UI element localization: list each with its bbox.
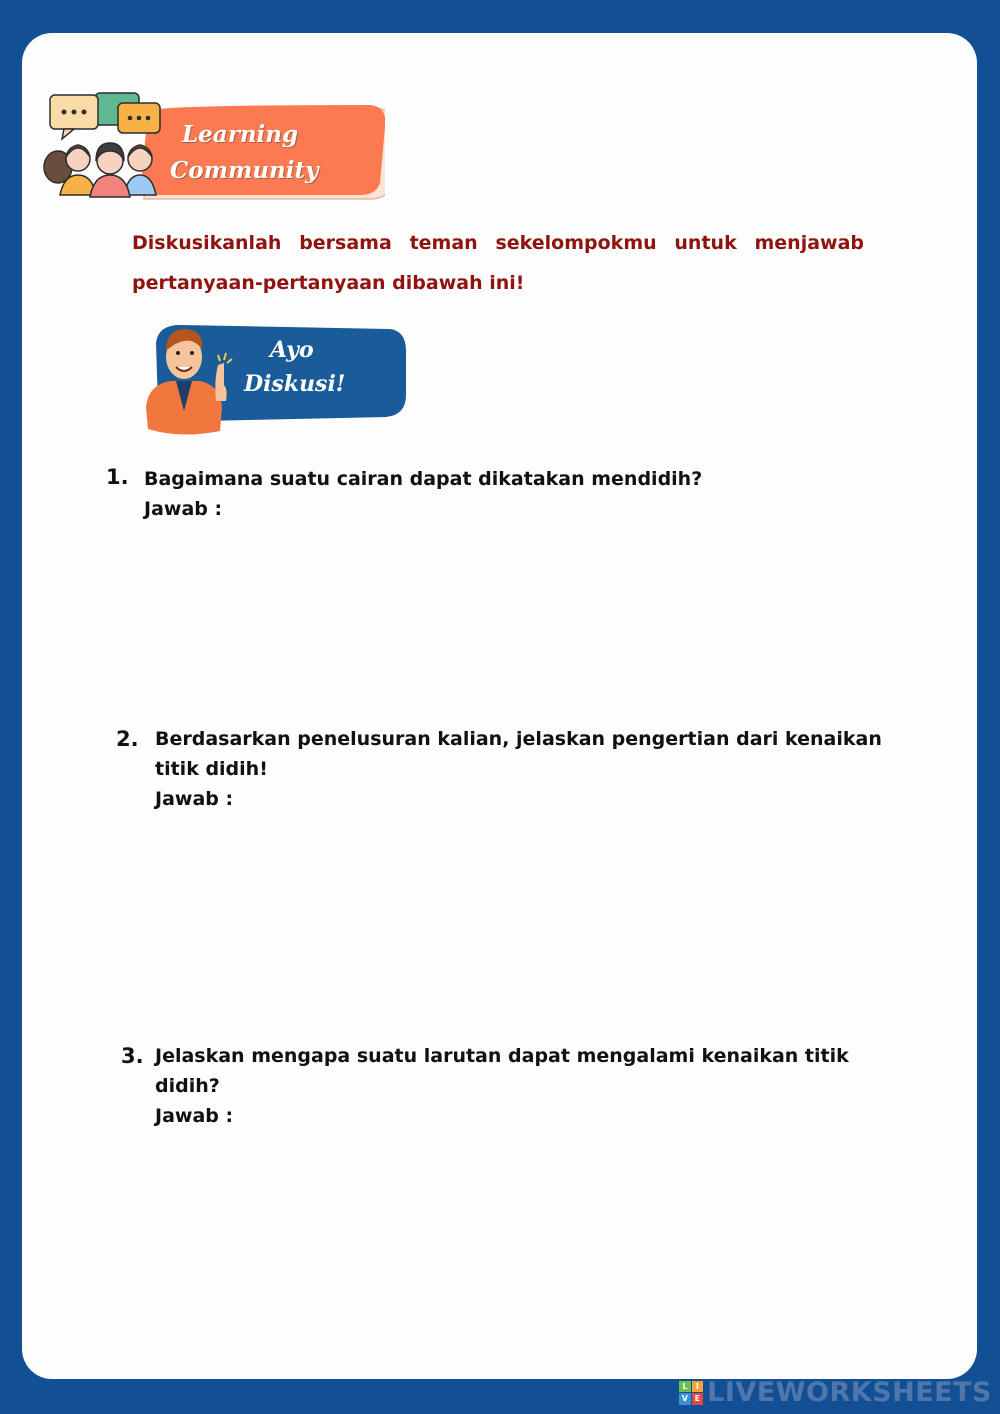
question-text: Berdasarkan penelusuran kalian, jelaskan pengertian dari kenaikan titik didih! [155,728,882,780]
answer-label: Jawab : [144,498,223,520]
answer-label: Jawab : [155,788,234,810]
liveworksheets-watermark [679,1377,992,1408]
question-text: Jelaskan mengapa suatu larutan dapat mengalami kenaikan titik didih? [155,1045,849,1097]
question-3 [121,1041,895,1131]
chat-bubbles-icon [50,93,160,139]
instruction-text: Diskusikanlah bersama teman sekelompokmu untuk menjawab pertanyaan-pertanyaan dibawah ini! [132,232,864,294]
answer-label: Jawab : [155,1105,234,1127]
question-number: 2. [116,727,139,751]
people-group-icon [44,143,156,197]
logo-letter: L [679,1381,691,1393]
question-number: 3. [121,1044,144,1068]
question-text: Bagaimana suatu cairan dapat dikatakan mendidih? [144,468,703,490]
logo-letter: I [692,1381,704,1393]
logo-letter: V [679,1393,691,1405]
question-2 [116,724,890,814]
logo-letter: E [692,1393,704,1405]
worksheet-page [22,33,977,1379]
question-number: 1. [106,465,129,489]
ayo-line1: Ayo [270,337,314,363]
watermark-text: LIVEWORKSHEETS [707,1377,992,1408]
liveworksheets-logo-icon [679,1381,703,1405]
ayo-line2: Diskusi! [244,371,346,397]
ayo-diskusi-title [244,333,354,401]
learning-community-title [170,117,340,189]
banner-title-line1: Learning [182,121,299,148]
question-1 [106,464,864,524]
banner-title-line2: Community [170,157,319,184]
